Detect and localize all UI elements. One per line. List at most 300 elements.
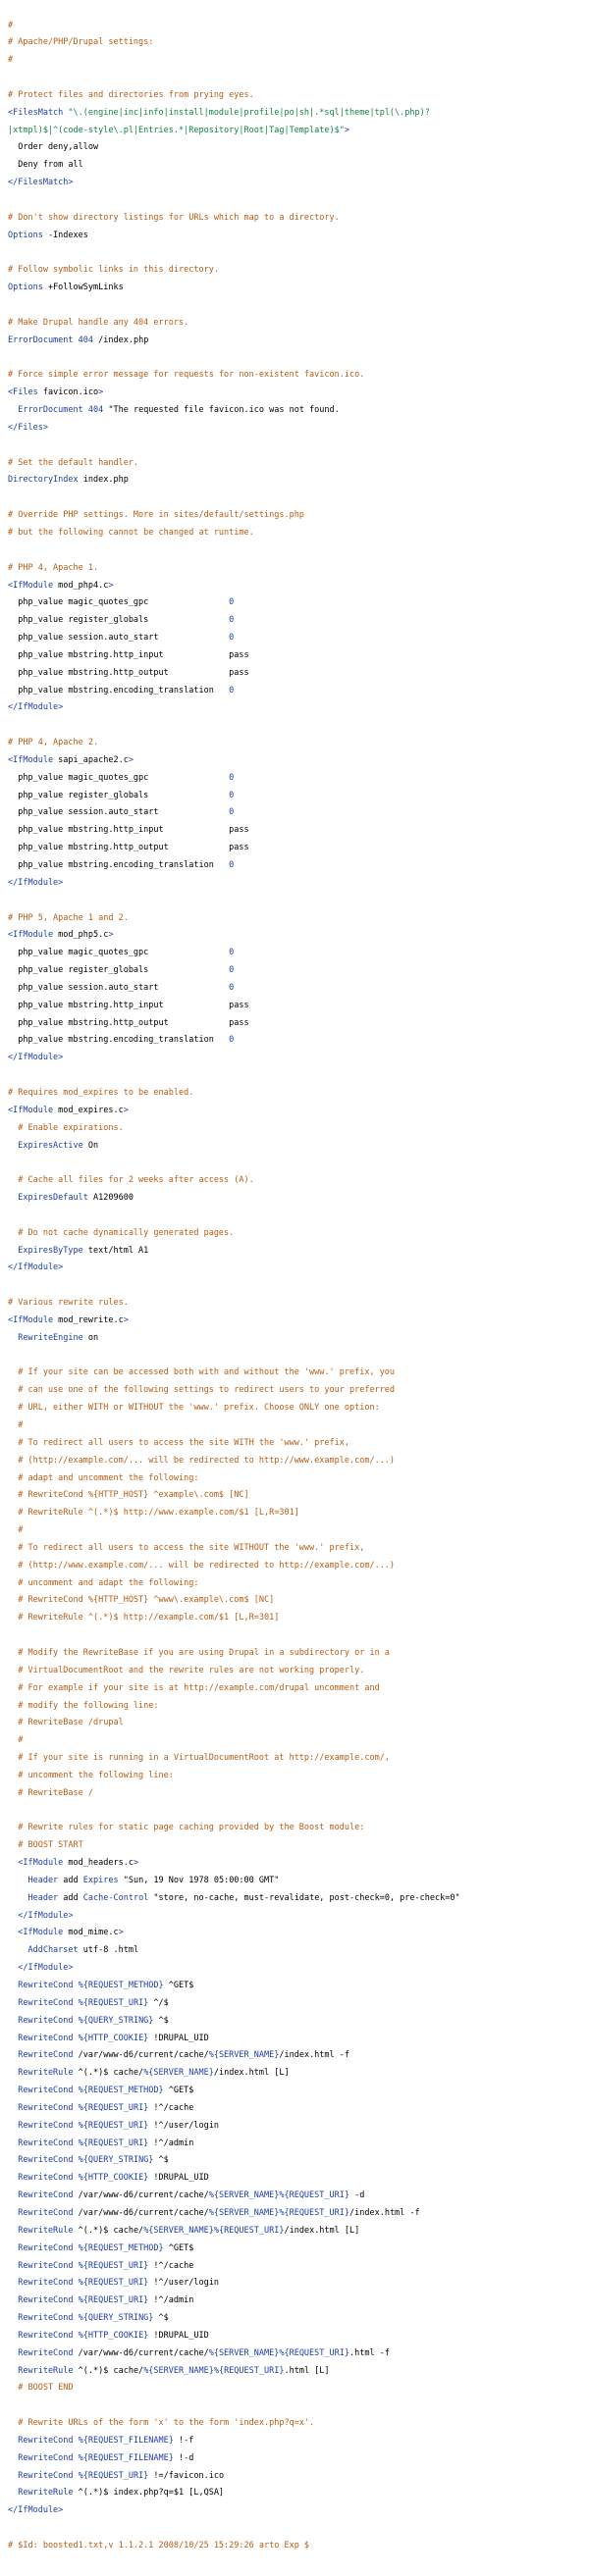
text-token: !=/favicon.ico [148,2470,225,2481]
directive-token: <IfModule [8,1105,54,1115]
code-line [8,2152,585,2170]
text-token: "The requested file favicon.ico was not found. [103,405,340,416]
code-line [8,385,585,402]
code-line [8,1505,585,1522]
comment-token: # URL, either WITH or WITHOUT the 'www.' prefix. Choose ONLY one option: [8,1403,380,1414]
code-line [8,1435,585,1453]
blank-line [8,489,585,507]
directive-token: RewriteCond [8,2086,74,2096]
code-line [8,735,585,752]
code-line [8,1995,585,2013]
directive-token: %{REQUEST_FILENAME} [78,2435,174,2446]
text-token: ^$ [153,2313,169,2324]
directive-token: RewriteCond [8,2313,74,2324]
code-line [8,1592,585,1610]
code-line [8,2188,585,2205]
text-token: /var/www-d6/current/cache/ [73,2190,209,2201]
blank-line [8,1348,585,1365]
directive-token: > [123,1314,129,1325]
directive-token: </IfModule> [8,1262,64,1273]
string-token: |xtmpl)$|^(code-style\.pl|Entries.*|Repository|Root|Tag|Template)$" [8,125,345,135]
comment-token: # RewriteRule ^(.*)$ http://www.example.com/$1 [L,R=301] [8,1508,299,1519]
comment-token: # Do not cache dynamically generated pages. [8,1227,235,1238]
text-token: php_value mbstring.encoding_translation [8,685,230,696]
comment-token: # Requires mod_expires to be enabled. [8,1087,194,1098]
blank-line [8,2520,585,2538]
code-line [8,2065,585,2083]
code-line [8,1260,585,1277]
code-line [8,1680,585,1698]
code-line [8,210,585,228]
number-token: 0 [229,685,235,696]
code-line [8,1225,585,1243]
text-token: php_value magic_quotes_gpc [8,597,230,608]
code-line [8,1942,585,1960]
directive-token: %{REQUEST_URI} [78,2260,149,2271]
comment-token: # BOOST END [8,2383,74,2394]
code-line [8,1365,585,1382]
number-token: 0 [229,772,235,783]
blank-line [8,438,585,455]
code-line [8,804,585,822]
code-line [8,1138,585,1156]
comment-token: # RewriteCond %{HTTP_HOST} ^www\.example\.com$ [NC] [8,1595,275,1606]
code-listing [8,18,585,2555]
comment-token: # adapt and uncomment the following: [8,1472,199,1483]
code-line [8,2258,585,2276]
directive-token: AddCharset [8,1945,79,1956]
code-line [8,367,585,385]
comment-token: # uncomment and adapt the following: [8,1577,199,1588]
code-line [8,2502,585,2520]
directive-token: <IfModule [8,930,54,941]
text-token: mod_headers.c [63,1858,134,1869]
string-token: "\.(engine|inc|info|install|module|profile|po|sh|.*sql|theme|tpl(\.php)? [63,107,430,118]
comment-token: # PHP 4, Apache 2. [8,738,99,748]
directive-token: </FilesMatch> [8,178,74,188]
blank-line [8,70,585,87]
comment-token: # PHP 5, Apache 1 and 2. [8,912,129,923]
directive-token: </IfModule> [8,877,64,888]
comment-token: # (http://example.com/... will be redirected to http://www.example.com/...) [8,1455,396,1466]
code-line [8,2100,585,2118]
code-line [8,1172,585,1190]
comment-token: # RewriteBase /drupal [8,1718,124,1728]
code-line [8,1820,585,1837]
code-line [8,840,585,857]
code-line [8,822,585,840]
text-token: ^GET$ [163,2242,194,2253]
text-token: mod_expires.c [53,1105,124,1115]
text-token: "Sun, 19 Nov 1978 05:00:00 GMT" [118,1875,280,1885]
directive-token: ErrorDocument [8,335,74,345]
code-line [8,2241,585,2258]
code-line [8,2118,585,2136]
code-line [8,2363,585,2381]
code-line [8,1610,585,1627]
text-token: ^(.*)$ cache/ [73,2068,144,2079]
text-token: /index.html -f [279,2050,350,2061]
blank-line [8,1277,585,1295]
code-line [8,1453,585,1470]
code-line [8,2170,585,2188]
code-line [8,2433,585,2450]
text-token: php_value mbstring.http_output pass [8,843,249,853]
directive-token: ExpiresByType [8,1245,83,1256]
directive-token: RewriteCond [8,2138,74,2148]
text-token: !^/admin [148,2138,194,2148]
text-token: ^/$ [148,1997,169,2008]
code-line [8,1663,585,1680]
text-token: !DRUPAL_UID [148,2033,209,2043]
directive-token: RewriteRule [8,2488,74,2499]
text-token: mod_mime.c [63,1928,119,1938]
code-line [8,420,585,438]
comment-token: # PHP 4, Apache 1. [8,562,99,573]
directive-token: <IfModule [8,1314,54,1325]
directive-token: </IfModule> [8,702,64,713]
comment-token: # Apache/PHP/Drupal settings: [8,37,154,48]
code-line [8,1908,585,1926]
code-line [8,1855,585,1873]
directive-token: %{SERVER_NAME}%{REQUEST_URI} [143,2365,285,2376]
code-line [8,315,585,333]
directive-token: %{QUERY_STRING} [78,2155,154,2166]
code-line [8,1873,585,1890]
code-line [8,52,585,70]
code-line [8,2380,585,2397]
text-token: ^GET$ [163,1981,194,1990]
comment-token: # Rewrite URLs of the form 'x' to the form 'index.php?q=x'. [8,2418,315,2429]
comment-token: # Follow symbolic links in this directory. [8,265,219,276]
code-line [8,175,585,192]
blank-line [8,1627,585,1645]
directive-token: <FilesMatch [8,107,64,118]
text-token: +FollowSymLinks [42,283,124,293]
code-line [8,1558,585,1575]
code-line [8,665,585,683]
code-line [8,2205,585,2223]
directive-token: <Files [8,387,38,398]
directive-token: RewriteCond [8,2120,74,2131]
text-token: /index.php [93,335,149,345]
directive-token: %{SERVER_NAME} [143,2068,214,2079]
code-line [8,683,585,700]
blank-line [8,1067,585,1085]
code-line [8,1103,585,1120]
text-token: php_value mbstring.http_input pass [8,825,249,836]
directive-token: %{REQUEST_URI} [78,2295,149,2306]
code-line [8,1487,585,1505]
directive-token: RewriteCond [8,2278,74,2289]
text-token: !-f [173,2435,194,2446]
text-token: Order deny,allow [8,142,99,153]
directive-token: > [108,930,114,941]
directive-token: %{REQUEST_URI} [78,2102,149,2113]
directive-token: RewriteCond [8,2330,74,2341]
directive-token: %{HTTP_COOKIE} [78,2173,149,2184]
directive-token: %{REQUEST_METHOD} [78,2086,164,2096]
text-token: php_value register_globals [8,615,230,626]
number-token: 0 [229,1035,235,1046]
text-token: favicon.ico [37,387,99,398]
directive-token: RewriteCond [8,2242,74,2253]
code-line [8,2275,585,2293]
blank-line [8,297,585,315]
text-token: php_value mbstring.http_output pass [8,667,249,678]
directive-token: </IfModule> [8,1910,74,1921]
comment-token: # RewriteCond %{HTTP_HOST} ^example\.com$ [NC] [8,1490,249,1501]
directive-token: RewriteCond [8,2033,74,2043]
code-line [8,647,585,665]
directive-token: </IfModule> [8,1963,74,1974]
code-line [8,980,585,998]
directive-token: Cache-Control [82,1892,149,1903]
text-token: !^/user/login [148,2120,219,2131]
directive-token: RewriteEngine [8,1332,83,1343]
text-token: php_value mbstring.http_input pass [8,649,249,660]
directive-token: %{SERVER_NAME}%{REQUEST_URI} [143,2225,285,2236]
code-line [8,1417,585,1435]
code-line [8,455,585,473]
code-line [8,1768,585,1785]
comment-token: # RewriteBase / [8,1787,93,1798]
number-token: 0 [229,860,235,870]
code-line [8,998,585,1015]
code-line [8,1032,585,1050]
blank-line [8,1155,585,1172]
directive-token: %{QUERY_STRING} [78,2015,154,2026]
text-token: php_value magic_quotes_gpc [8,948,230,958]
code-line [8,87,585,105]
code-line [8,1837,585,1855]
code-line [8,525,585,542]
code-line [8,752,585,770]
directive-token: %{REQUEST_URI} [78,2470,149,2481]
code-line [8,2047,585,2065]
code-line [8,1400,585,1417]
text-token: ^GET$ [163,2086,194,2096]
text-token: Deny from all [8,160,83,171]
directive-token: </Files> [8,422,48,433]
text-token: mod_rewrite.c [53,1314,124,1325]
text-token: add [58,1875,83,1885]
text-token: ^(.*)$ cache/ [73,2365,144,2376]
code-line [8,228,585,245]
blank-line [8,350,585,368]
code-line [8,2328,585,2345]
code-line [8,875,585,893]
text-token: !DRUPAL_UID [148,2173,209,2184]
text-token: !-d [173,2452,194,2463]
blank-line [8,2397,585,2415]
code-line [8,333,585,350]
code-line [8,1313,585,1330]
directive-token: Options [8,283,43,293]
comment-token: # Don't show directory listings for URLs which map to a directory. [8,212,340,223]
text-token: php_value session.auto_start [8,633,230,644]
text-token: php_value register_globals [8,790,230,800]
comment-token: # VirtualDocumentRoot and the rewrite rules are not working properly. [8,1665,365,1675]
text-token: add [58,1892,83,1903]
directive-token: <IfModule [8,754,54,765]
text-token: !^/user/login [148,2278,219,2289]
code-line [8,18,585,35]
text-token: /index.html -f [349,2207,420,2218]
code-line [8,1715,585,1732]
directive-token: > [344,125,349,135]
text-token: !^/admin [148,2295,194,2306]
code-line [8,262,585,280]
code-line [8,1522,585,1540]
text-token: ^(.*)$ index.php?q=$1 [L,QSA] [73,2488,225,2499]
comment-token: # [8,1420,24,1430]
directive-token: <IfModule [8,1928,64,1938]
directive-token: %{QUERY_STRING} [78,2313,154,2324]
directive-token: > [133,1858,139,1869]
number-token: 0 [229,615,235,626]
comment-token: # Rewrite rules for static page caching provided by the Boost module: [8,1823,365,1833]
comment-token: # Force simple error message for requests for non-existent favicon.ico. [8,370,365,381]
directive-token: RewriteCond [8,2452,74,2463]
code-line [8,962,585,980]
directive-token: %{SERVER_NAME} [208,2050,280,2061]
text-token: !^/cache [148,2260,194,2271]
code-line [8,402,585,420]
code-line [8,2083,585,2100]
directive-token: %{SERVER_NAME}%{REQUEST_URI} [208,2207,349,2218]
code-line [8,927,585,945]
code-line [8,2485,585,2502]
directive-token: RewriteCond [8,2050,74,2061]
directive-token: RewriteCond [8,2155,74,2166]
directive-token: RewriteCond [8,2347,74,2358]
text-token: php_value mbstring.encoding_translation [8,860,230,870]
blank-line [8,1208,585,1225]
comment-token: # but the following cannot be changed at runtime. [8,527,254,538]
directive-token: RewriteRule [8,2225,74,2236]
code-line [8,770,585,788]
comment-token: # Protect files and directories from prying eyes. [8,89,254,100]
code-line [8,1960,585,1978]
code-line [8,157,585,175]
code-line [8,2223,585,2241]
directive-token: RewriteCond [8,2207,74,2218]
code-line [8,1698,585,1716]
comment-token: # [8,55,14,66]
comment-token: # uncomment the following line: [8,1770,174,1780]
text-token: .html [L] [284,2365,330,2376]
number-token: 0 [229,965,235,976]
code-line [8,280,585,297]
code-line [8,1540,585,1558]
code-line [8,105,585,123]
comment-token: # For example if your site is at http://example.com/drupal uncomment and [8,1682,380,1693]
comment-token: # can use one of the following settings to redirect users to your preferred [8,1385,396,1396]
directive-token: %{REQUEST_URI} [78,1997,149,2008]
text-token: mod_php5.c [53,930,109,941]
number-token: 404 [82,405,104,416]
code-line [8,1050,585,1067]
code-line [8,2345,585,2363]
text-token: ^$ [153,2015,169,2026]
text-token: utf-8 .html [78,1945,139,1956]
comment-token: # Make Drupal handle any 404 errors. [8,317,189,328]
code-line [8,1382,585,1400]
text-token: !^/cache [148,2102,194,2113]
text-token: ^$ [153,2155,169,2166]
directive-token: Header [8,1875,59,1885]
number-token: 0 [229,948,235,958]
directive-token: RewriteCond [8,2015,74,2026]
text-token: ^(.*)$ cache/ [73,2225,144,2236]
comment-token: # Various rewrite rules. [8,1298,129,1309]
number-token: 0 [229,807,235,818]
text-token: /var/www-d6/current/cache/ [73,2207,209,2218]
blank-line [8,717,585,735]
directive-token: RewriteCond [8,2435,74,2446]
comment-token: # Enable expirations. [8,1122,124,1133]
code-line [8,1750,585,1768]
code-line [8,2450,585,2468]
comment-token: # To redirect all users to access the site WITHOUT the 'www.' prefix, [8,1542,365,1553]
code-line [8,560,585,578]
comment-token: # Cache all files for 2 weeks after access (A). [8,1175,254,1186]
text-token: /var/www-d6/current/cache/ [73,2347,209,2358]
code-line [8,1925,585,1942]
number-token: 0 [229,790,235,800]
directive-token: Header [8,1892,59,1903]
code-line [8,1295,585,1313]
text-token: -d [349,2190,365,2201]
directive-token: %{HTTP_COOKIE} [78,2330,149,2341]
number-token: 0 [229,597,235,608]
directive-token: </IfModule> [8,1053,64,1063]
code-line [8,2013,585,2031]
directive-token: DirectoryIndex [8,475,79,486]
text-token: text/html A1 [82,1245,149,1256]
text-token: -Indexes [42,230,88,240]
code-line [8,1978,585,1995]
directive-token: <IfModule [8,580,54,591]
directive-token: RewriteCond [8,2260,74,2271]
code-line [8,123,585,140]
comment-token: # (http://www.example.com/... will be redirected to http://example.com/...) [8,1560,396,1571]
text-token: on [82,1332,99,1343]
text-token: php_value register_globals [8,965,230,976]
code-line [8,1015,585,1033]
text-token: On [82,1140,99,1151]
text-token: php_value magic_quotes_gpc [8,772,230,783]
code-line [8,1645,585,1663]
code-line [8,1243,585,1261]
code-line [8,630,585,647]
code-line [8,1190,585,1208]
code-line [8,1732,585,1750]
comment-token: # RewriteRule ^(.*)$ http://example.com/$1 [L,R=301] [8,1613,280,1623]
text-token: php_value session.auto_start [8,982,230,993]
code-line [8,2031,585,2048]
number-token: 0 [229,982,235,993]
code-line [8,472,585,489]
directive-token: ExpiresActive [8,1140,83,1151]
code-line [8,34,585,52]
directive-token: <IfModule [8,1858,64,1869]
code-line [8,1120,585,1138]
directive-token: Expires [82,1875,119,1885]
directive-token: RewriteCond [8,2102,74,2113]
directive-token: RewriteCond [8,2173,74,2184]
